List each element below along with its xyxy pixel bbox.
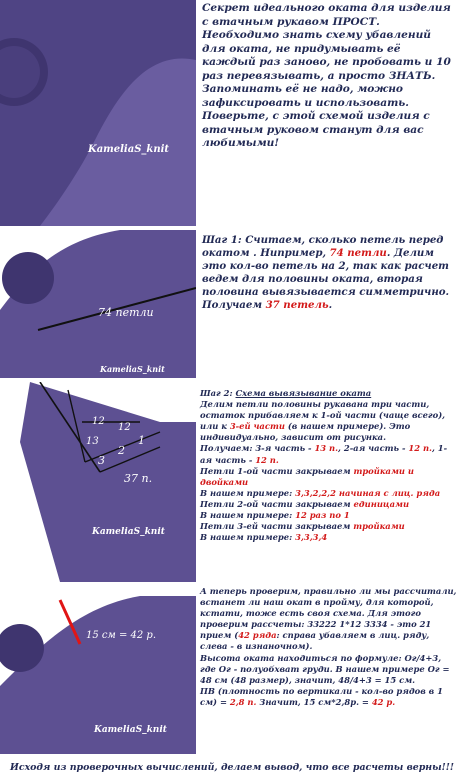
check-p1b: : справа убавляем в лиц. ряду, слева - в изнаночном).	[200, 630, 430, 652]
step2-l4	[200, 510, 458, 521]
step2-p2c: , 1-ая часть -	[200, 443, 448, 465]
step2-p1b: (в нашем примере). Это индивидуально, зависит от рисунка.	[200, 421, 411, 443]
l4: В нашем примере:	[200, 510, 296, 521]
step2-title-prefix: Шаг 2:	[200, 388, 236, 398]
l4-red: 12 раз по 1	[295, 510, 350, 521]
step2-l3	[200, 499, 458, 510]
l2: В нашем примере:	[200, 487, 296, 498]
step2-title	[200, 388, 458, 399]
l2-red: 3,3,2,2,2 начиная с лиц. ряда	[295, 487, 441, 498]
diagram-1: 1	[138, 434, 145, 447]
step2-l5	[200, 521, 458, 532]
check-p3b: Значит, 15 см*2,8р. =	[256, 696, 372, 707]
label-74: 74 петли	[98, 306, 154, 319]
step2-p2	[200, 443, 458, 465]
photo-sleeve-measure	[0, 586, 196, 754]
l3-red: единицами	[353, 498, 410, 509]
l5-red: тройками	[353, 521, 405, 532]
check-p3a: ПВ (плотность по вертикали - кол-во рядов в 1 см) =	[200, 685, 443, 707]
diagram-2: 2	[118, 444, 125, 457]
check-p1a: А теперь проверим, правильно ли мы рассчитали, встанет ли наш окат в пройму, для которой, кстати, тоже есть своя схема. Для этого проверим рассчеты: 33222 1*12 3334 - это 21 прием (	[200, 586, 457, 641]
step2-text	[200, 388, 458, 543]
l6-red: 3,3,3,4	[295, 532, 328, 543]
check-p3-red: 2,8 п.	[229, 696, 257, 707]
check-text	[200, 586, 458, 708]
step2-p1	[200, 399, 458, 443]
l1: Петли 1-ой части закрываем	[200, 465, 354, 476]
watermark: KameliaS_knit	[100, 364, 165, 374]
step1-text	[202, 234, 456, 312]
l6: В нашем примере:	[200, 532, 296, 543]
check-p2a: Высота оката находиться по формуле: Ог/4+3, где Ог - полуобхват груди. В нашем примере Ог = 48 см (48 размер), значит, 48/4+3 = 15 см.	[200, 652, 450, 685]
watermark: KameliaS_knit	[94, 725, 167, 735]
footer-text	[10, 762, 460, 774]
watermark: KameliaS_knit	[88, 144, 170, 155]
step1-post: .	[328, 299, 333, 312]
diagram-12b: 12	[118, 422, 131, 433]
check-p3-red2: 42 р.	[371, 696, 396, 707]
step2-p1a: Делим петли половины рукавана три части, остаток прибавляем к 1-ой части (чаще всего), или к	[200, 399, 446, 432]
step2-p1-red: 3-ей части	[229, 421, 285, 432]
l3: Петли 2-ой части закрываем	[200, 498, 354, 509]
step1-mid: . Делим это кол-во петель на 2, так как расчет ведем для половины оката, вторая половина вывязывается симметрично. Получаем	[202, 247, 450, 312]
step2-p2-red1: 13 п.	[314, 443, 339, 454]
check-p3	[200, 686, 458, 708]
l5: Петли 3-ей части закрываем	[200, 521, 354, 532]
diagram-37: 37 п.	[124, 472, 153, 485]
intro-text	[202, 2, 456, 151]
step2-p2a: Получаем: 3-я часть -	[200, 443, 315, 454]
label-15cm: 15 см = 42 р.	[86, 630, 157, 641]
photo-sleeve-diagram	[0, 382, 196, 582]
check-p2	[200, 653, 458, 686]
step1-hl1: 74 петли	[329, 247, 387, 260]
step1-hl2: 37 петель	[265, 299, 329, 312]
diagram-3: 3	[98, 454, 105, 467]
diagram-12a: 12	[92, 416, 105, 427]
step2-l2	[200, 488, 458, 499]
diagram-13: 13	[86, 436, 99, 447]
step2-title-ul: Схема вывязывание оката	[235, 388, 372, 398]
step2-l6	[200, 532, 458, 543]
check-p1-red: 42 ряда	[238, 630, 277, 641]
footer-line: Исходя из проверочных вычислений, делаем вывод, что все расчеты верны!!!	[10, 762, 455, 773]
photo-sleeve-1	[0, 0, 196, 226]
intro-paragraph: Секрет идеального оката для изделия с втачным рукавом ПРОСТ. Необходимо знать схему убавлений для оката, не придумывать её каждый раз заново, не пробовать и 10 раз перевязывать, а просто ЗНАТЬ. Запоминать её не надо, можно зафиксировать и использовать. Поверьте, с этой схемой изделия с втачным руковом станут для вас любимыми!	[202, 2, 451, 150]
step2-p2-red2: 12 п.	[408, 443, 432, 454]
step1-pre: Шаг 1: Считаем, сколько петель перед окатом . Нипример,	[202, 234, 444, 260]
watermark: KameliaS_knit	[92, 527, 165, 537]
step2-l1	[200, 466, 458, 488]
l1-red: тройками и двойками	[200, 465, 415, 487]
step2-p2b: , 2-ая часть -	[338, 443, 409, 454]
check-p1	[200, 586, 458, 653]
step2-p2-red3: 12 п.	[255, 454, 279, 465]
photo-sleeve-2	[0, 230, 196, 378]
